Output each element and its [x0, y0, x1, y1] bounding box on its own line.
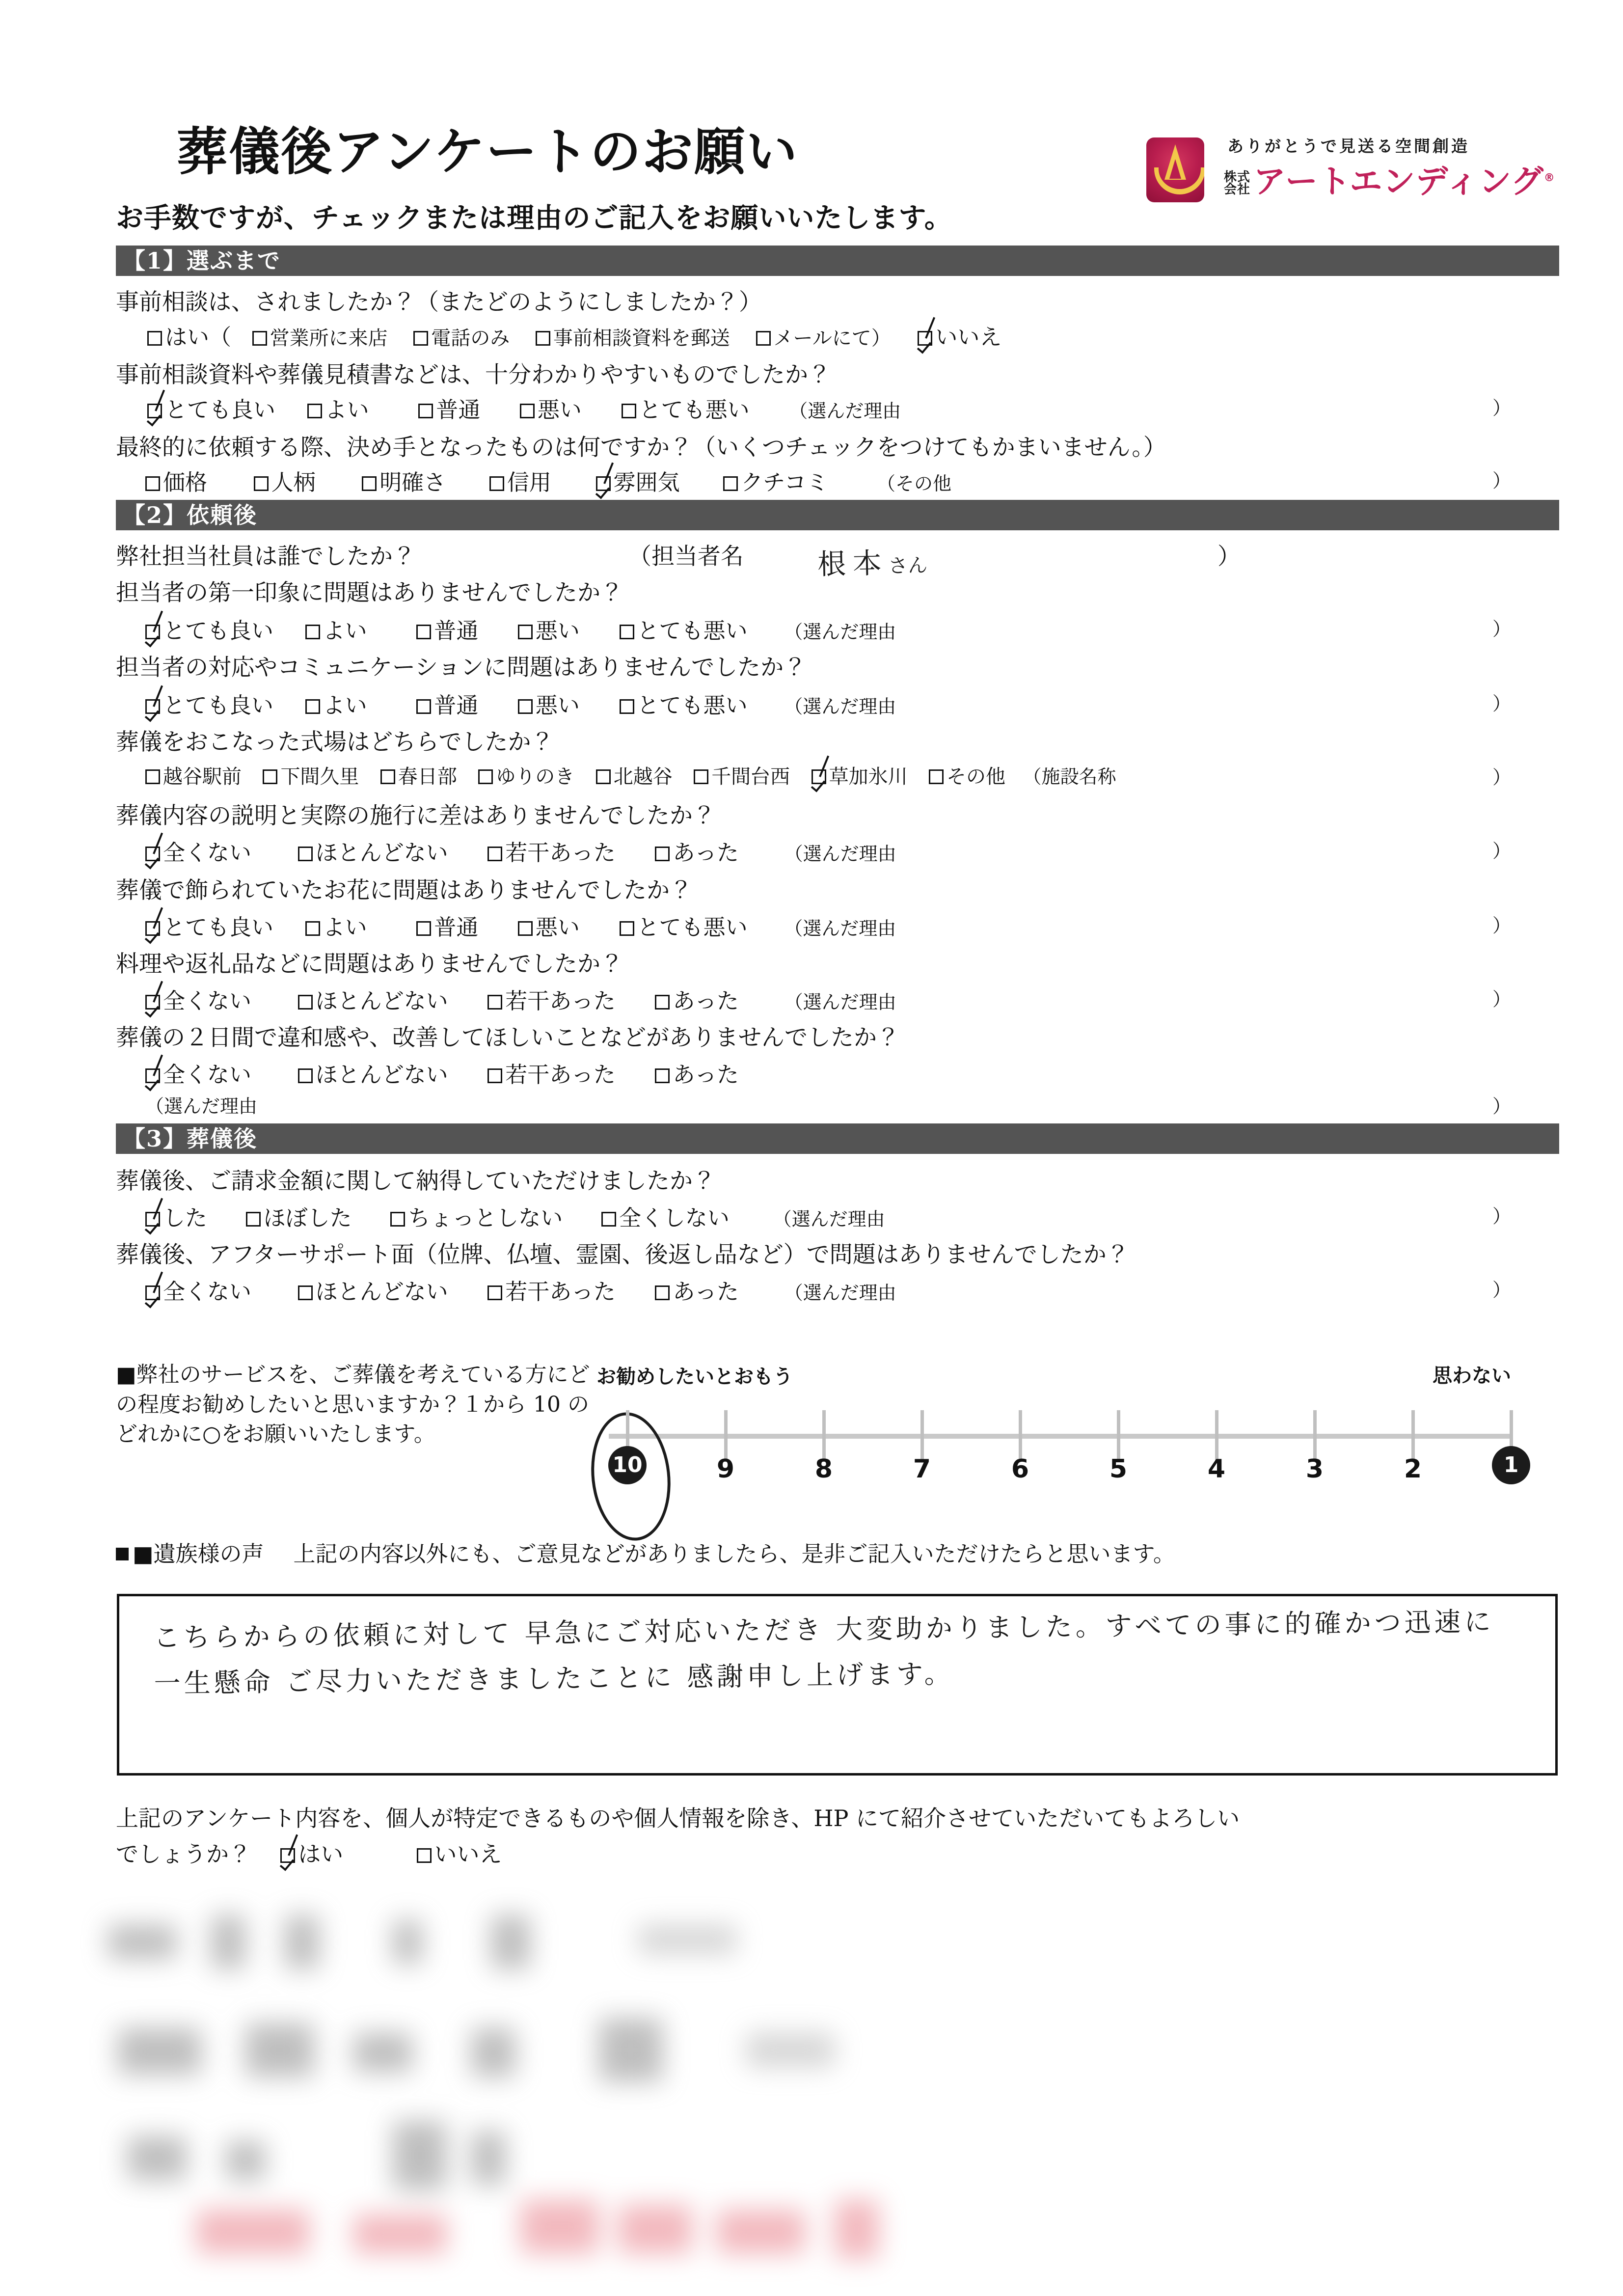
nps-value-2[interactable]: 2	[1404, 1454, 1422, 1484]
option-label: とても悪い	[637, 618, 748, 644]
option-label: 北越谷	[613, 765, 673, 788]
option-label: 若干あった	[505, 1279, 616, 1305]
consent-option-yes[interactable]	[280, 1841, 343, 1867]
option-label: はい	[298, 1840, 344, 1867]
reason-label-s2q2: （選んだ理由	[784, 621, 896, 643]
question-s2-q6: 葬儀で飾られていたお花に問題はありませんでしたか？	[116, 877, 693, 904]
question-s2-q1: 弊社担当社員は誰でしたか？	[116, 543, 416, 570]
option-s2q3-bad[interactable]	[518, 687, 580, 719]
option-label: 若干あった	[505, 988, 616, 1014]
voice-section-header	[116, 1536, 1175, 1568]
reason-label-s2q3: （選んだ理由	[784, 696, 896, 717]
checkbox-icon[interactable]	[413, 331, 428, 346]
option-label: 普通	[434, 692, 479, 718]
venue-other-close: ）	[1492, 766, 1512, 788]
option-label: とても良い	[163, 618, 274, 644]
checkbox-icon[interactable]	[723, 476, 738, 491]
consent-option-no[interactable]	[417, 1841, 502, 1867]
checkbox-icon[interactable]	[263, 769, 277, 784]
option-label: よい	[323, 914, 367, 940]
option-s2q8-slight[interactable]	[487, 1057, 616, 1089]
checkbox-icon[interactable]	[812, 769, 826, 784]
checkbox-icon[interactable]	[298, 1068, 313, 1083]
option-label: 全くない	[163, 1279, 252, 1305]
question-s3-q1: 葬儀後、ご請求金額に関して納得していただけましたか？	[116, 1168, 716, 1195]
option-label: ちょっとしない	[408, 1205, 563, 1231]
option-label: とても良い	[163, 692, 274, 718]
checkbox-icon[interactable]	[145, 476, 160, 491]
option-s2q8-almost-none[interactable]	[298, 1057, 448, 1089]
option-label: ほとんどない	[315, 840, 448, 866]
reason-close-s3q2: ）	[1492, 1279, 1512, 1301]
checkbox-icon[interactable]	[487, 995, 502, 1010]
option-label: 普通	[434, 914, 479, 940]
logo-tagline: ありがとうで見送る空間創造	[1227, 137, 1470, 156]
checkbox-icon[interactable]	[622, 404, 636, 418]
option-s2q5-almost-none[interactable]	[298, 835, 448, 867]
handwritten-comment: こちらからの依頼に対して 早急にご対応いただき 大変助かりました。すべての事に的確かつ迅速に 一生懸命 ご尽力いただきましたことに 感謝申し上げます。	[153, 1606, 1494, 1699]
nps-axis-line	[609, 1434, 1513, 1439]
option-s1q3-atmosphere[interactable]	[596, 465, 680, 496]
option-s1q2-normal[interactable]	[418, 392, 480, 424]
option-label: 草加氷川	[829, 765, 908, 788]
option-s3q2-yes[interactable]	[655, 1274, 739, 1306]
checkbox-icon[interactable]	[596, 476, 611, 491]
option-s2q6-normal[interactable]	[416, 909, 478, 941]
checkbox-icon[interactable]	[145, 769, 160, 784]
option-label: 全くない	[163, 1062, 252, 1088]
option-label: 普通	[436, 397, 481, 423]
other-close-s1q3: ）	[1492, 470, 1512, 492]
reason-close-s2q8: ）	[1492, 1095, 1512, 1117]
option-label: 全くない	[163, 840, 252, 866]
checkbox-icon[interactable]	[298, 847, 313, 861]
reason-label-s1q2: （選んだ理由	[789, 400, 901, 422]
option-s2q7-slight[interactable]	[487, 983, 616, 1015]
reason-label-s3q2: （選んだ理由	[784, 1282, 896, 1304]
option-s3q2-none[interactable]	[145, 1274, 251, 1306]
option-s1q3-word-of-mouth[interactable]	[723, 465, 828, 496]
option-label: ほぼした	[263, 1205, 352, 1231]
checkbox-icon[interactable]	[145, 847, 160, 861]
options-s3-q1	[145, 1200, 885, 1232]
checkbox-icon[interactable]	[620, 699, 634, 714]
checkbox-icon[interactable]	[416, 921, 431, 936]
reason-close-s1q2: ）	[1492, 397, 1512, 419]
option-label: 悪い	[535, 618, 580, 644]
option-label: とても悪い	[637, 692, 748, 718]
option-label: あった	[673, 1279, 739, 1305]
option-venue-soka-hikawa[interactable]	[812, 761, 908, 789]
option-label: 事前相談資料を郵送	[553, 327, 730, 350]
options-s2-q2	[145, 613, 896, 645]
staff-name-close-paren: ）	[1217, 543, 1241, 570]
option-s2q2-normal[interactable]	[416, 613, 478, 645]
close-paren: ）	[871, 327, 891, 350]
option-label: とても良い	[163, 914, 274, 940]
options-s1-q1	[147, 319, 1001, 351]
option-label: 電話のみ	[431, 327, 510, 350]
nps-value-1[interactable]: 1	[1492, 1446, 1530, 1484]
option-label: よい	[323, 692, 367, 718]
option-label: 価格	[163, 469, 208, 495]
option-label: 下間久里	[280, 765, 359, 788]
question-s2-q2: 担当者の第一印象に問題はありませんでしたか？	[116, 579, 623, 606]
checkbox-icon[interactable]	[145, 1212, 160, 1227]
option-s1q3-trust[interactable]	[489, 465, 551, 496]
checkbox-icon[interactable]	[487, 847, 502, 861]
reason-close-s2q2: ）	[1492, 618, 1512, 640]
checkbox-icon[interactable]	[620, 625, 634, 639]
option-s2q2-very-good[interactable]	[145, 613, 273, 645]
nps-value-9[interactable]: 9	[716, 1454, 735, 1484]
checkbox-icon[interactable]	[307, 404, 322, 418]
checkbox-icon[interactable]	[145, 995, 160, 1010]
option-s1q2-very-bad[interactable]	[622, 392, 750, 424]
checkbox-icon[interactable]	[362, 476, 377, 491]
bowl-icon	[1154, 167, 1204, 194]
checkbox-icon[interactable]	[145, 1285, 160, 1300]
checkbox-icon[interactable]	[416, 699, 431, 714]
option-label: その他	[947, 765, 1006, 788]
option-label: 信用	[507, 469, 551, 495]
option-label: メールにて	[773, 327, 871, 350]
option-s2q7-almost-none[interactable]	[298, 983, 448, 1015]
checkbox-icon[interactable]	[416, 625, 431, 639]
option-label: 全くない	[163, 988, 252, 1014]
reason-close-s2q7: ）	[1492, 988, 1512, 1010]
checkbox-icon[interactable]	[305, 921, 320, 936]
reason-close-s2q6: ）	[1492, 915, 1512, 936]
checkbox-icon[interactable]	[918, 331, 932, 346]
options-s2-q4	[145, 761, 1116, 789]
option-s2q5-yes[interactable]	[655, 835, 739, 867]
option-label: 春日部	[398, 765, 457, 788]
option-s2q3-good[interactable]	[305, 687, 367, 719]
checkbox-icon[interactable]	[520, 404, 535, 418]
voice-instruction: 上記の内容以外にも、ご意見などがありましたら、是非ご記入いただけたらと思います。	[293, 1541, 1175, 1567]
nps-value-5[interactable]: 5	[1109, 1454, 1128, 1484]
question-s2-q5: 葬儀内容の説明と実際の施行に差はありませんでしたか？	[116, 802, 716, 829]
option-label: よい	[325, 397, 369, 423]
consent-prefix: でしょうか？	[116, 1840, 251, 1867]
option-venue-shimomaguri[interactable]	[263, 761, 359, 789]
options-s1-q3	[145, 465, 951, 496]
option-label: ほとんどない	[315, 988, 448, 1014]
option-label: あった	[673, 988, 739, 1014]
checkbox-icon[interactable]	[145, 921, 160, 936]
checkbox-icon[interactable]	[145, 1068, 160, 1083]
options-s1-q2	[147, 392, 901, 424]
option-s1q1-visit[interactable]	[252, 323, 388, 351]
option-s2q7-yes[interactable]	[655, 983, 739, 1015]
option-s2q6-very-good[interactable]	[145, 909, 273, 941]
logo-kk-line2: 会社	[1224, 182, 1251, 197]
checkbox-icon[interactable]	[487, 1285, 502, 1300]
option-s2q6-very-bad[interactable]	[620, 909, 748, 941]
consent-line2	[116, 1838, 1589, 1871]
checkbox-icon[interactable]	[487, 1068, 502, 1083]
consent-section	[116, 1802, 1589, 1870]
option-s2q5-none[interactable]	[145, 835, 251, 867]
reason-close-s3q1: ）	[1492, 1205, 1512, 1227]
checkbox-icon[interactable]	[489, 476, 504, 491]
staff-name-handwritten	[817, 539, 928, 583]
option-label: 越谷駅前	[163, 765, 242, 788]
option-label: ゆりのき	[496, 765, 575, 788]
option-label: 若干あった	[505, 1062, 616, 1088]
checkbox-icon[interactable]	[929, 769, 944, 784]
option-s2q8-none[interactable]	[145, 1057, 251, 1089]
question-s2-q3: 担当者の対応やコミュニケーションに問題はありませんでしたか？	[116, 654, 807, 681]
option-s1q2-very-good[interactable]	[147, 392, 275, 424]
comment-box[interactable]	[117, 1594, 1558, 1776]
reason-label-s2q6: （選んだ理由	[784, 918, 896, 939]
checkbox-icon[interactable]	[620, 921, 634, 936]
option-s3q1-satisfied[interactable]	[145, 1200, 207, 1232]
option-venue-koshigaya-ekimae[interactable]	[145, 761, 242, 789]
checkbox-icon[interactable]	[596, 769, 611, 784]
option-s3q1-not-at-all[interactable]	[601, 1200, 730, 1232]
checkbox-icon[interactable]	[655, 1068, 670, 1083]
checkbox-icon[interactable]	[418, 404, 433, 418]
option-label: 悪い	[535, 914, 580, 940]
option-label: 千間台西	[711, 765, 790, 788]
option-s1q1-hai[interactable]	[147, 319, 231, 351]
option-s2q7-none[interactable]	[145, 983, 251, 1015]
checkbox-icon[interactable]	[246, 1212, 261, 1227]
question-s2-q7: 料理や返礼品などに問題はありませんでしたか？	[116, 951, 623, 978]
option-label: クチコミ	[741, 469, 829, 495]
reason-label-s2q5: （選んだ理由	[784, 843, 896, 865]
option-venue-other[interactable]	[929, 761, 1005, 789]
checkbox-icon[interactable]	[298, 995, 313, 1010]
option-label: とても良い	[165, 397, 276, 423]
checkbox-icon[interactable]	[417, 1848, 432, 1863]
option-label: ほとんどない	[315, 1279, 448, 1305]
option-label: 営業所に来店	[270, 327, 388, 350]
checkbox-icon[interactable]	[145, 699, 160, 714]
logo-kabushiki-kaisha	[1224, 171, 1250, 195]
voice-heading: ■遺族様の声	[133, 1541, 264, 1567]
option-s1q2-good[interactable]	[307, 392, 369, 424]
reason-label-s3q1: （選んだ理由	[773, 1208, 885, 1230]
checkbox-icon[interactable]	[518, 699, 533, 714]
nps-left-label: お勧めしたいとおもう	[596, 1365, 793, 1388]
checkbox-icon[interactable]	[147, 331, 162, 346]
section-bar-1: 【1】選ぶまで	[116, 246, 1559, 276]
reason-close-s2q5: ）	[1492, 840, 1512, 862]
consent-line1: 上記のアンケート内容を、個人が特定できるものや個人情報を除き、HP にて紹介させていただいてもよろしい	[116, 1805, 1240, 1831]
option-label: とても悪い	[639, 397, 750, 423]
nps-value-3[interactable]: 3	[1305, 1454, 1324, 1484]
option-s2q3-normal[interactable]	[416, 687, 478, 719]
nps-right-label: 思わない	[1433, 1364, 1511, 1387]
option-s2q6-bad[interactable]	[518, 909, 580, 941]
option-s1q1-iie[interactable]	[918, 319, 1001, 351]
checkbox-icon[interactable]	[518, 625, 533, 639]
question-s1-q1: 事前相談は、されましたか？（またどのようにしましたか？）	[116, 289, 762, 316]
option-label: いいえ	[935, 324, 1002, 350]
checkbox-icon[interactable]	[655, 995, 670, 1010]
checkbox-icon[interactable]	[655, 1285, 670, 1300]
option-label: 悪い	[535, 692, 580, 718]
checkbox-icon[interactable]	[147, 404, 162, 418]
option-s3q2-almost-none[interactable]	[298, 1274, 448, 1306]
option-venue-sengendai-nishi[interactable]	[694, 761, 790, 789]
option-label: 全くしない	[619, 1205, 730, 1231]
option-s2q6-good[interactable]	[305, 909, 367, 941]
staff-name-value: 根本	[817, 546, 889, 581]
nps-value-7[interactable]: 7	[913, 1454, 931, 1484]
company-logo	[1146, 133, 1555, 206]
section-bar-2: 【2】依頼後	[116, 500, 1559, 530]
option-s2q3-very-bad[interactable]	[620, 687, 748, 719]
question-s1-q2: 事前相談資料や葬儀見積書などは、十分わかりやすいものでしたか？	[116, 361, 831, 388]
reason-close-s2q3: ）	[1492, 693, 1512, 714]
checkbox-icon[interactable]	[536, 331, 550, 346]
option-s2q2-bad[interactable]	[518, 613, 580, 645]
checkbox-icon[interactable]	[655, 847, 670, 861]
checkbox-icon[interactable]	[298, 1285, 313, 1300]
option-s3q1-mostly[interactable]	[246, 1200, 352, 1232]
logo-brand-text: アートエンディング	[1253, 163, 1544, 200]
option-label: ほとんどない	[315, 1062, 448, 1088]
option-label: はい（	[165, 324, 232, 350]
staff-name-suffix: さん	[888, 554, 928, 578]
checkbox-icon[interactable]	[390, 1212, 405, 1227]
option-label: よい	[323, 618, 367, 644]
checkbox-icon[interactable]	[280, 1848, 295, 1863]
option-s2q8-yes[interactable]	[655, 1057, 739, 1089]
options-s2-q5	[145, 835, 896, 867]
option-label: 雰囲気	[613, 469, 680, 495]
option-label: いいえ	[434, 1840, 502, 1867]
option-s1q3-clarity[interactable]	[362, 465, 446, 496]
option-s3q2-slight[interactable]	[487, 1274, 616, 1306]
reason-label-s2q7: （選んだ理由	[784, 991, 896, 1013]
checkbox-icon[interactable]	[252, 331, 267, 346]
option-label: した	[163, 1205, 208, 1231]
option-label: あった	[673, 1062, 739, 1088]
question-s1-q3: 最終的に依頼する際、決め手となったものは何ですか？（いくつチェックをつけてもかまいません。）	[116, 434, 1166, 461]
option-venue-kita-koshigaya[interactable]	[596, 761, 673, 789]
options-s2-q6	[145, 909, 896, 941]
option-label: 悪い	[537, 397, 582, 423]
checkbox-icon[interactable]	[305, 625, 320, 639]
option-s2q5-slight[interactable]	[487, 835, 616, 867]
nps-value-4[interactable]: 4	[1207, 1454, 1226, 1484]
reason-label-s2q8: （選んだ理由	[145, 1095, 258, 1117]
checkbox-icon[interactable]	[145, 625, 160, 639]
options-s2-q7	[145, 983, 896, 1015]
art-ending-mark-icon	[1146, 137, 1204, 202]
option-s2q2-good[interactable]	[305, 613, 367, 645]
option-s1q3-personality[interactable]	[254, 465, 316, 496]
options-s2-q8	[145, 1057, 739, 1089]
option-label: 明確さ	[379, 469, 446, 495]
option-s1q3-price[interactable]	[145, 465, 207, 496]
checkbox-icon[interactable]	[305, 699, 320, 714]
checkbox-icon[interactable]	[254, 476, 269, 491]
checkbox-icon[interactable]	[380, 769, 395, 784]
question-s2-q4: 葬儀をおこなった式場はどちらでしたか？	[116, 729, 554, 756]
nps-prompt: ■弊社のサービスを、ご葬儀を考えている方にどの程度お勧めしたいと思いますか？１から 10 のどれかに○をお願いいたします。	[116, 1362, 590, 1447]
lead-instruction: お手数ですが、チェックまたは理由のご記入をお願いいたします。	[116, 202, 952, 234]
option-label: 普通	[434, 618, 479, 644]
option-s1q1-mail-docs[interactable]	[536, 323, 730, 351]
options-s3-q2	[145, 1274, 896, 1306]
option-label: 人柄	[271, 469, 316, 495]
registered-mark-icon: ®	[1543, 172, 1555, 184]
option-s1q1-email[interactable]	[756, 323, 891, 351]
option-venue-kasukabe[interactable]	[380, 761, 457, 789]
question-s3-q2: 葬儀後、アフターサポート面（位牌、仏壇、霊園、後返し品など）で問題はありませんでしたか？	[116, 1241, 1130, 1268]
checkbox-icon[interactable]	[694, 769, 708, 784]
option-s2q2-very-bad[interactable]	[620, 613, 748, 645]
option-s1q1-phone[interactable]	[413, 323, 510, 351]
option-s1q2-bad[interactable]	[520, 392, 582, 424]
redacted-personal-info-area	[98, 1905, 1551, 2269]
checkbox-icon[interactable]	[518, 921, 533, 936]
nps-value-10[interactable]: 10	[608, 1446, 647, 1484]
section-bar-3: 【3】葬儀後	[116, 1123, 1559, 1154]
option-label: とても悪い	[637, 914, 748, 940]
question-s2-q8: 葬儀の２日間で違和感や、改善してほしいことなどがありませんでしたか？	[116, 1024, 900, 1051]
nps-value-8[interactable]: 8	[814, 1454, 833, 1484]
option-label: 若干あった	[505, 840, 616, 866]
option-s2q3-very-good[interactable]	[145, 687, 273, 719]
option-venue-yurinoki[interactable]	[478, 761, 574, 789]
square-bullet-icon	[116, 1548, 129, 1560]
checkbox-icon[interactable]	[756, 331, 771, 346]
checkbox-icon[interactable]	[478, 769, 493, 784]
logo-kk-line1: 株式	[1224, 170, 1251, 185]
staff-name-field-label: （担当者名	[628, 543, 744, 570]
checkbox-icon[interactable]	[601, 1212, 616, 1227]
option-label: あった	[673, 840, 739, 866]
venue-other-label: （施設名称	[1023, 766, 1116, 788]
logo-company-name	[1224, 155, 1555, 202]
nps-value-6[interactable]: 6	[1011, 1454, 1029, 1484]
option-s3q1-slightly-not[interactable]	[390, 1200, 563, 1232]
other-label-s1q3: （その他	[877, 473, 952, 494]
options-s2-q3	[145, 687, 896, 719]
page-title: 葬儀後アンケートのお願い	[177, 121, 798, 182]
